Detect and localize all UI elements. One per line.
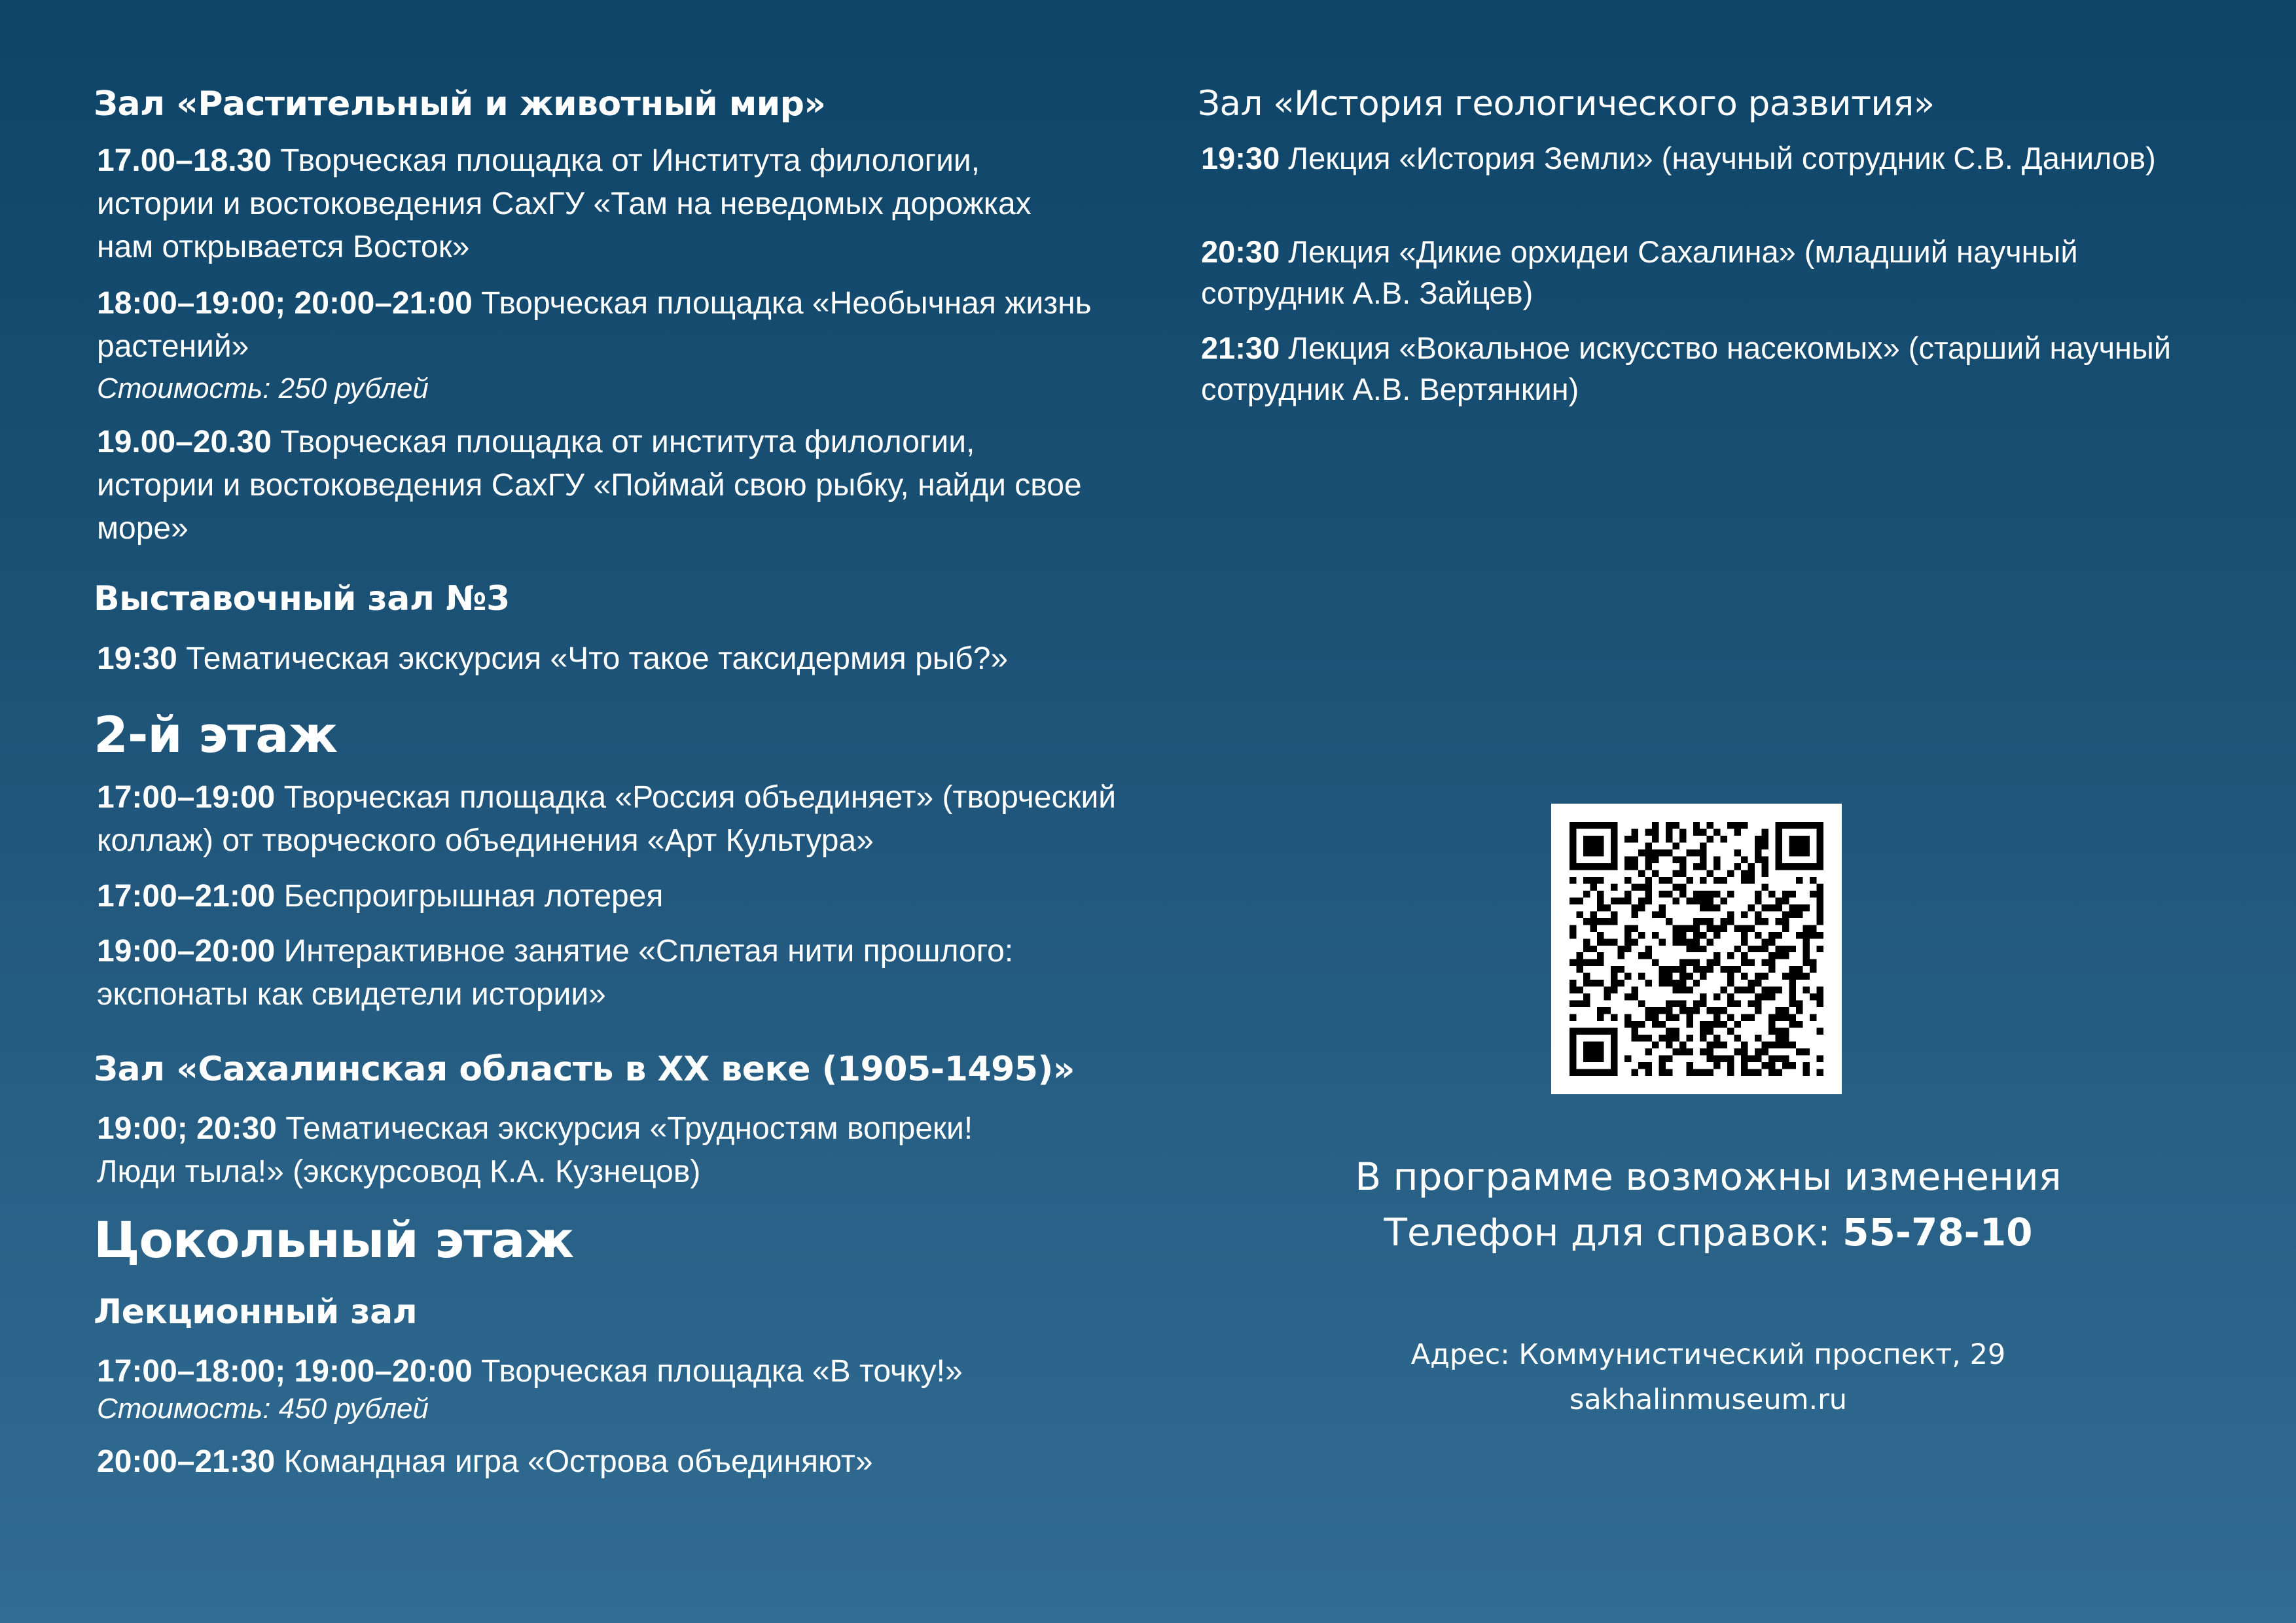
floor-title-basement: Цокольный этаж [94,1211,574,1269]
floor-title-2: 2-й этаж [94,705,338,764]
event-text: Творческая площадка «Необычная жизнь растений» [97,286,1092,364]
phone-label: Телефон для справок: [1384,1210,1843,1255]
event-text: Лекция «Вокальное искусство насекомых» (старший научный сотрудник А.В. Вертянкин) [1201,330,2172,406]
event-time: 17:00–18:00; 19:00–20:00 [97,1354,473,1389]
event-price: Стоимость: 450 рублей [97,1393,429,1425]
event-time: 20:00–21:30 [97,1444,276,1479]
phone-number: 55-78-10 [1842,1210,2033,1255]
event-item [97,1440,1144,1484]
event-item [97,875,1144,918]
event-item [97,139,1092,269]
changes-notice: В программе возможны изменения [1355,1154,2062,1199]
event-item [97,776,1144,863]
event-text: Лекция «История Земли» (научный сотрудник С.В. Данилов) [1280,141,2156,175]
event-text: Тематическая экскурсия «Что такое таксидермия рыб?» [177,641,1009,676]
event-time: 17:00–21:00 [97,879,276,914]
hall-title-geology: Зал «История геологического развития» [1198,84,1935,124]
phone-line [1198,1209,2219,1255]
hall-title-flora-fauna: Зал «Растительный и животный мир» [94,84,826,124]
event-item [97,637,1144,681]
event-item [1201,327,2222,410]
event-item [97,1350,1144,1393]
qr-code-icon[interactable] [1551,804,1842,1094]
event-text: Командная игра «Острова объединяют» [275,1444,873,1479]
event-item [97,282,1092,368]
event-text: Интерактивное занятие «Сплетая нити прошлого: экспонаты как свидетели истории» [97,934,1014,1012]
hall-title-sakhalin-xx: Зал «Сахалинская область в ХХ веке (1905-1495)» [94,1050,1075,1089]
event-time: 17.00–18.30 [97,143,272,178]
event-text: Тематическая экскурсия «Трудностям вопреки! Люди тыла!» (экскурсовод К.А. Кузнецов) [97,1111,973,1189]
event-time: 18:00–19:00; 20:00–21:00 [97,286,473,321]
event-time: 19:00; 20:30 [97,1111,277,1146]
event-item [1201,231,2222,313]
event-time: 19:30 [1201,141,1280,175]
event-time: 17:00–19:00 [97,780,276,815]
event-text: Творческая площадка «В точку!» [472,1354,963,1389]
event-item [97,930,1092,1016]
event-text: Творческая площадка от Института филологии, истории и востоковедения СахГУ «Там на неведомых дорожках нам открывается Восток» [97,143,1031,264]
event-time: 21:30 [1201,330,1280,365]
address: Адрес: Коммунистический проспект, 29 [1410,1338,2006,1371]
event-price: Стоимость: 250 рублей [97,372,429,404]
event-text: Беспроигрышная лотерея [275,879,664,914]
event-item [1201,137,2222,179]
event-time: 20:30 [1201,234,1280,269]
website-link[interactable]: sakhalinmuseum.ru [1569,1383,1848,1416]
qr-code-graphic [1570,822,1823,1076]
event-time: 19.00–20.30 [97,425,272,459]
event-time: 19:30 [97,641,177,676]
hall-title-exhibition-3: Выставочный зал №3 [94,579,510,618]
event-text: Творческая площадка «Россия объединяет» (творческий коллаж) от творческого объединения «Арт Культура» [97,780,1117,858]
event-time: 19:00–20:00 [97,934,276,969]
hall-title-lecture: Лекционный зал [94,1293,418,1332]
event-item [97,421,1092,550]
event-text: Творческая площадка от института филологии, истории и востоковедения СахГУ «Поймай свою рыбку, найди свое море» [97,425,1082,546]
event-text: Лекция «Дикие орхидеи Сахалина» (младший научный сотрудник А.В. Зайцев) [1201,234,2078,310]
event-item [97,1107,1052,1194]
